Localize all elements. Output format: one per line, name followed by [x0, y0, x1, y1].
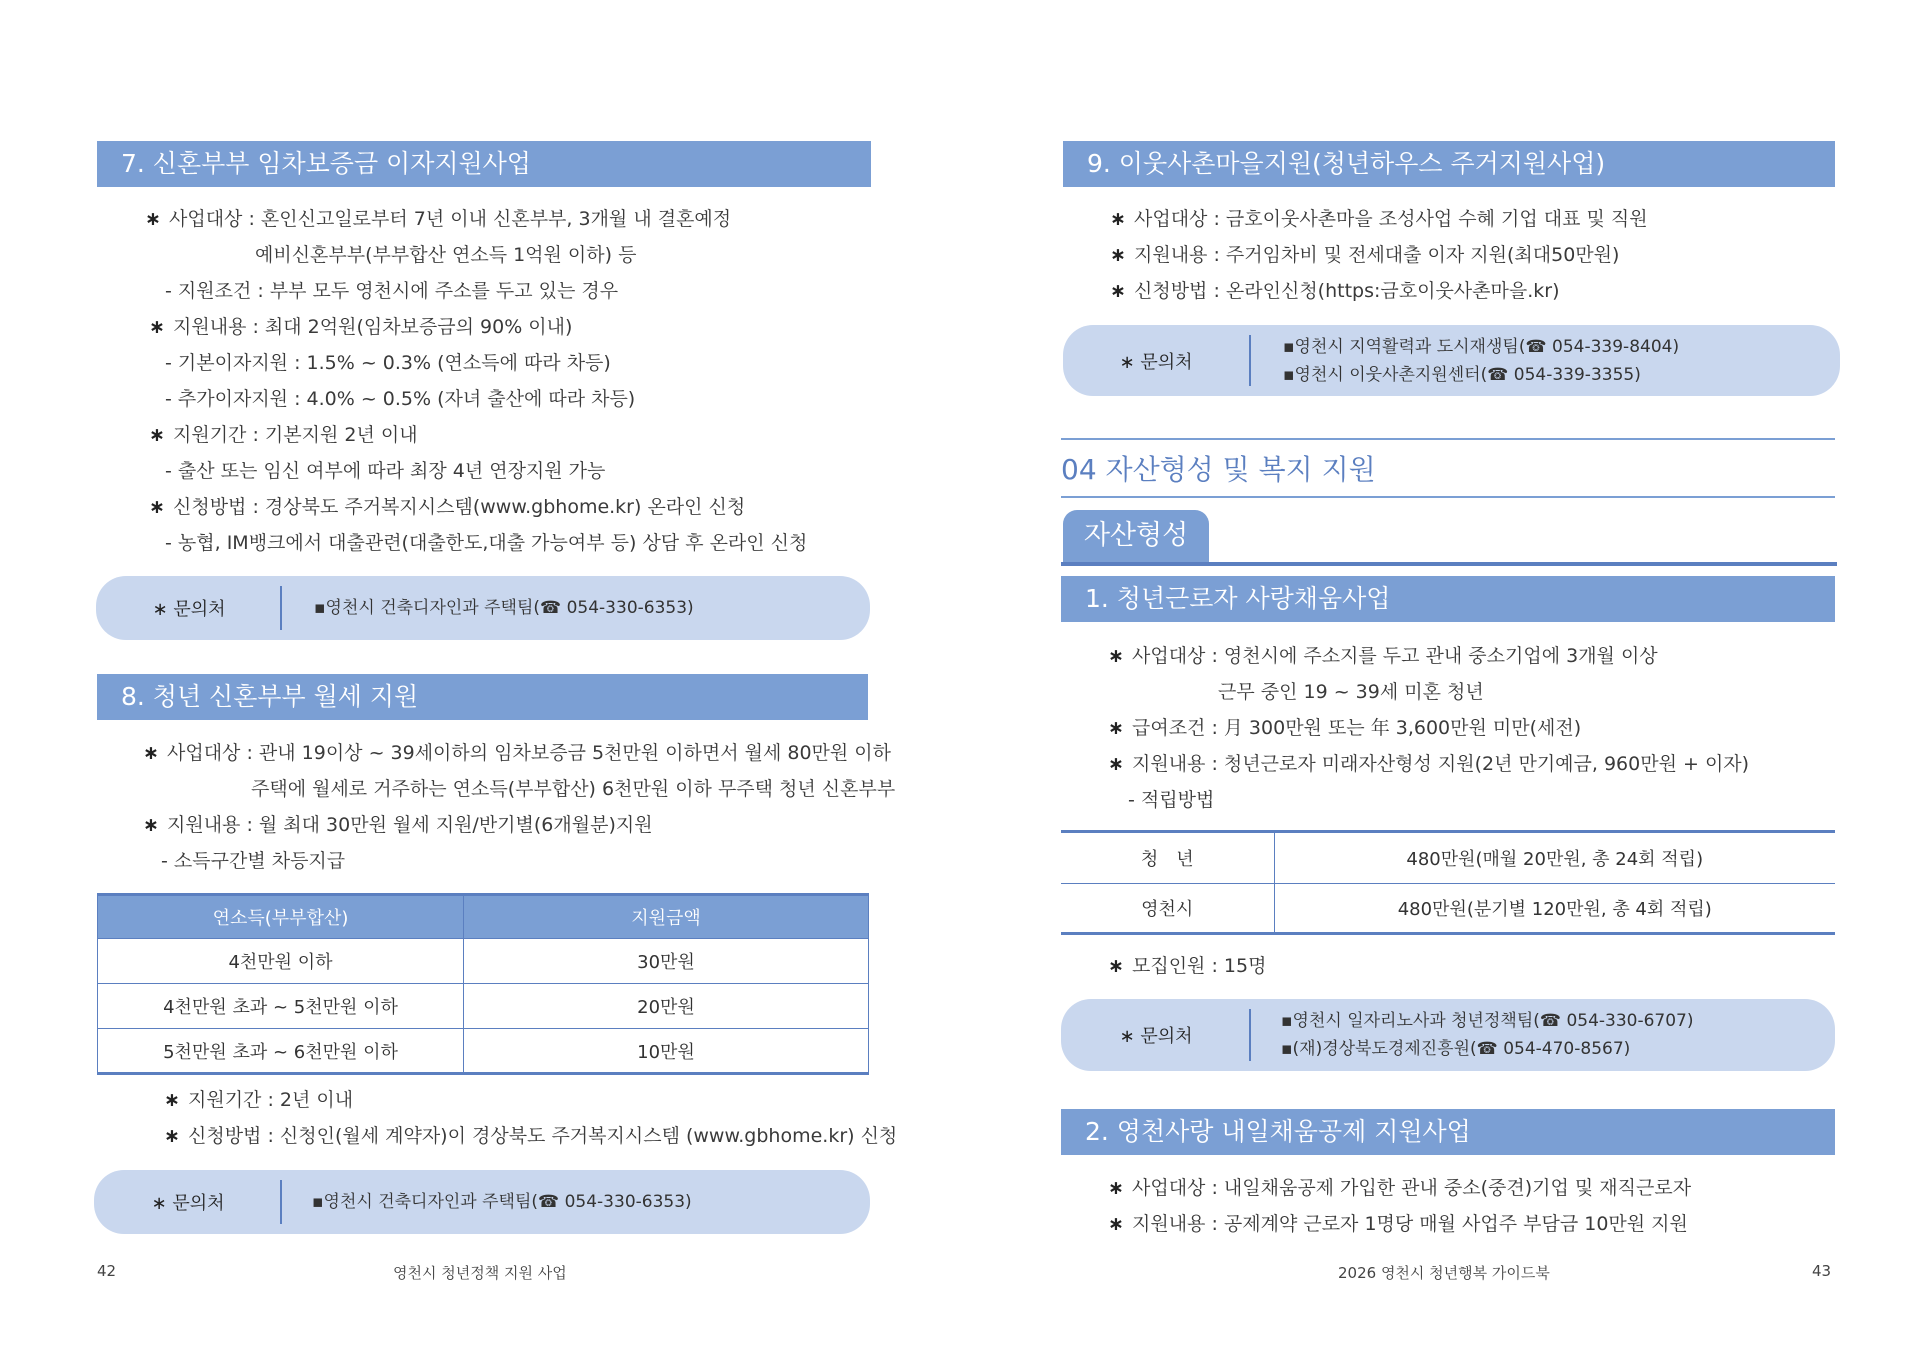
category-tab: 자산형성	[1063, 510, 1209, 562]
s7-line-5: 기본이자지원 : 1.5% ~ 0.3% (연소득에 따라 차등)	[177, 352, 611, 374]
footer-page-number: 43	[1812, 1262, 1832, 1280]
contact-item: ▪(재)경상북도경제진흥원(☎ 054-470-8567)	[1281, 1039, 1631, 1059]
s8-line-1: 사업대상 : 관내 19이상 ~ 39세이하의 임차보증금 5천만원 이하면서 월세 80만원 이하	[167, 742, 891, 764]
chapter-rule-bottom	[1061, 496, 1835, 498]
divider	[1249, 335, 1251, 386]
table-row: 청 년 480만원(매월 20만원, 총 24회 적립)	[1061, 832, 1835, 884]
s7-line-1: 사업대상 : 혼인신고일로부터 7년 이내 신혼부부, 3개월 내 결혼예정	[169, 208, 732, 230]
table-header: 연소득(부부합산)	[98, 895, 464, 939]
contact-item: ▪영천시 건축디자인과 주택팀(☎ 054-330-6353)	[312, 1192, 692, 1212]
s9-line-1: 사업대상 : 금호이웃사촌마을 조성사업 수혜 기업 대표 및 직원	[1134, 208, 1648, 230]
bullet-icon: ∗	[143, 814, 159, 836]
section-7-contact-box	[96, 576, 870, 640]
s8-line-6: 신청방법 : 신청인(월세 계약자)이 경상북도 주거복지시스템 (www.gbhome.kr) 신청	[188, 1125, 898, 1147]
contact-label: ∗ 문의처	[151, 1193, 225, 1214]
s1-line-5: 적립방법	[1140, 789, 1215, 811]
section-7-title: 7. 신혼부부 임차보증금 이자지원사업	[121, 149, 531, 178]
table-row: 4천만원 초과 ~ 5천만원 이하 20만원	[98, 984, 869, 1029]
s1-line-3: 급여조건 : 月 300만원 또는 年 3,600만원 미만(세전)	[1132, 717, 1582, 739]
footer-title: 2026 영천시 청년행복 가이드북	[1338, 1264, 1550, 1282]
contact-item: ▪영천시 일자리노사과 청년정책팀(☎ 054-330-6707)	[1281, 1011, 1694, 1031]
s1-line-1: 사업대상 : 영천시에 주소지를 두고 관내 중소기업에 3개월 이상	[1132, 645, 1658, 667]
section-1-header	[1061, 576, 1835, 622]
contact-item: ▪영천시 이웃사촌지원센터(☎ 054-339-3355)	[1283, 364, 1641, 385]
section-7-header	[97, 141, 871, 187]
s8-line-2: 주택에 월세로 거주하는 연소득(부부합산) 6천만원 이하 무주택 청년 신혼부부	[251, 778, 896, 800]
section-1-title: 1. 청년근로자 사랑채움사업	[1085, 584, 1391, 613]
s2-line-2: 지원내용 : 공제계약 근로자 1명당 매월 사업주 부담금 10만원 지원	[1132, 1213, 1688, 1235]
contact-item: ▪영천시 지역활력과 도시재생팀(☎ 054-339-8404)	[1283, 336, 1680, 357]
footer-page-number: 42	[97, 1262, 117, 1280]
divider	[280, 1180, 282, 1224]
bullet-icon: ∗	[1108, 753, 1124, 775]
s2-line-1: 사업대상 : 내일채움공제 가입한 관내 중소(중견)기업 및 재직근로자	[1132, 1177, 1692, 1199]
bullet-icon: ∗	[1108, 645, 1124, 667]
section-8-title: 8. 청년 신혼부부 월세 지원	[121, 682, 419, 711]
s7-line-3: 지원조건 : 부부 모두 영천시에 주소를 두고 있는 경우	[177, 280, 619, 302]
tab-underline	[1061, 562, 1837, 566]
bullet-icon: ∗	[164, 1125, 180, 1147]
section-9-contact-box	[1063, 325, 1840, 396]
s7-line-10: 농협, IM뱅크에서 대출관련(대출한도,대출 가능여부 등) 상담 후 온라인 신청	[177, 532, 808, 554]
s7-line-7: 지원기간 : 기본지원 2년 이내	[173, 424, 418, 446]
s7-line-9: 신청방법 : 경상북도 주거복지시스템(www.gbhome.kr) 온라인 신청	[173, 496, 746, 518]
bullet-icon: ∗	[1108, 955, 1124, 977]
s7-line-2: 예비신혼부부(부부합산 연소득 1억원 이하) 등	[255, 244, 637, 266]
s1-line-2: 근무 중인 19 ~ 39세 미혼 청년	[1218, 681, 1484, 703]
section-1-contact-box	[1061, 999, 1835, 1071]
bullet-icon: ∗	[143, 742, 159, 764]
table-row: 5천만원 초과 ~ 6천만원 이하 10만원	[98, 1029, 869, 1074]
bullet-icon: ∗	[1110, 244, 1126, 266]
table-header: 지원금액	[464, 895, 869, 939]
bullet-icon: ∗	[1108, 717, 1124, 739]
income-support-table	[97, 893, 869, 1075]
bullet-icon: ∗	[145, 208, 161, 230]
s9-line-3: 신청방법 : 온라인신청(https:금호이웃사촌마을.kr)	[1134, 280, 1560, 302]
contact-label: ∗ 문의처	[1119, 1026, 1193, 1047]
contact-label: ∗ 문의처	[152, 599, 226, 620]
savings-table	[1061, 830, 1835, 935]
footer-title: 영천시 청년정책 지원 사업	[393, 1264, 567, 1282]
s1-line-6: 모집인원 : 15명	[1132, 955, 1267, 977]
s8-line-5: 지원기간 : 2년 이내	[188, 1089, 354, 1111]
s8-line-4: 소득구간별 차등지급	[173, 850, 346, 872]
bullet-icon: ∗	[149, 424, 165, 446]
bullet-icon: ∗	[1110, 208, 1126, 230]
section-9-title: 9. 이웃사촌마을지원(청년하우스 주거지원사업)	[1087, 149, 1606, 178]
contact-label: ∗ 문의처	[1119, 351, 1193, 373]
section-8-header	[97, 674, 868, 720]
divider	[1249, 1009, 1251, 1061]
table-row: 영천시 480만원(분기별 120만원, 총 4회 적립)	[1061, 884, 1835, 934]
s1-line-4: 지원내용 : 청년근로자 미래자산형성 지원(2년 만기예금, 960만원 + 이자)	[1132, 753, 1750, 775]
divider	[280, 586, 282, 630]
contact-item: ▪영천시 건축디자인과 주택팀(☎ 054-330-6353)	[314, 598, 694, 618]
bullet-icon: ∗	[1108, 1213, 1124, 1235]
bullet-icon: ∗	[1108, 1177, 1124, 1199]
s9-line-2: 지원내용 : 주거임차비 및 전세대출 이자 지원(최대50만원)	[1134, 244, 1620, 266]
chapter-title: 04 자산형성 및 복지 지원	[1061, 453, 1376, 486]
bullet-icon: ∗	[149, 496, 165, 518]
section-2-title: 2. 영천사랑 내일채움공제 지원사업	[1085, 1117, 1471, 1146]
section-2-header	[1061, 1109, 1835, 1155]
s7-line-4: 지원내용 : 최대 2억원(임차보증금의 90% 이내)	[173, 316, 573, 338]
section-9-header	[1063, 141, 1835, 187]
bullet-icon: ∗	[164, 1089, 180, 1111]
chapter-rule-top	[1061, 438, 1835, 440]
s7-line-6: 추가이자지원 : 4.0% ~ 0.5% (자녀 출산에 따라 차등)	[177, 388, 636, 410]
bullet-icon: ∗	[149, 316, 165, 338]
bullet-icon: ∗	[1110, 280, 1126, 302]
s8-line-3: 지원내용 : 월 최대 30만원 월세 지원/반기별(6개월분)지원	[167, 814, 653, 836]
s7-line-8: 출산 또는 임신 여부에 따라 최장 4년 연장지원 가능	[177, 460, 606, 482]
table-row: 4천만원 이하 30만원	[98, 939, 869, 984]
section-8-contact-box	[94, 1170, 870, 1234]
